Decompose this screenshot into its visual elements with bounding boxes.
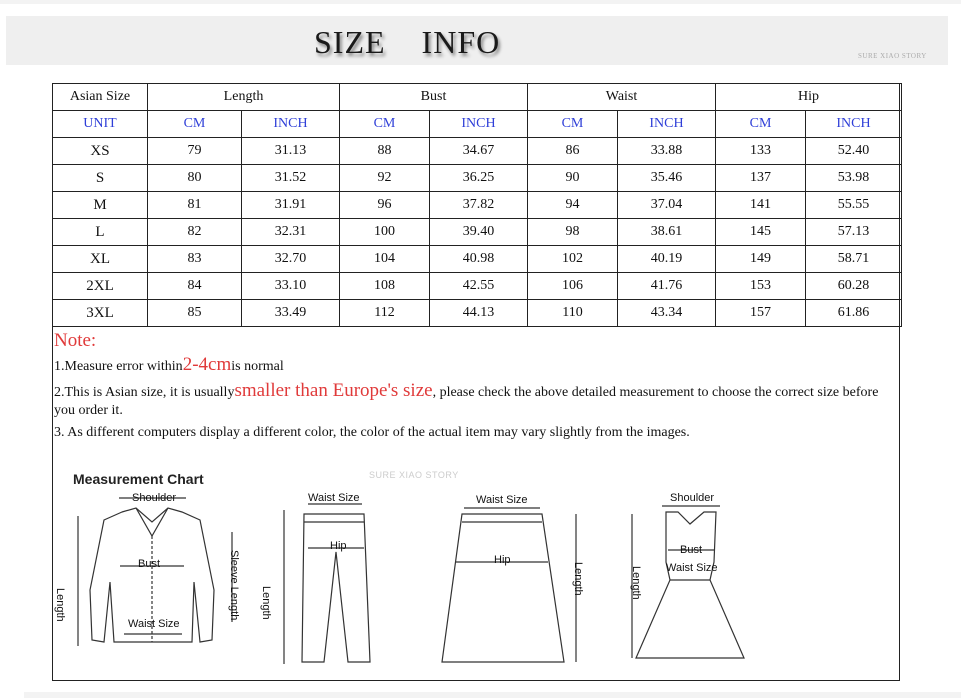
measurement-cell: 90	[528, 165, 618, 192]
size-row	[53, 138, 902, 165]
measurement-cell: 40.98	[430, 246, 528, 273]
measurement-cell: 145	[716, 219, 806, 246]
unit-cell: INCH	[242, 111, 340, 138]
pants-length-label: Length	[260, 586, 272, 620]
unit-cell: INCH	[430, 111, 528, 138]
dress-length-label: Length	[630, 566, 642, 600]
note-2-highlight: smaller than Europe's size	[234, 380, 433, 401]
pants-diagram	[284, 504, 370, 664]
measurement-cell: 108	[340, 273, 430, 300]
dress-shoulder-label: Shoulder	[670, 492, 715, 504]
top-divider	[0, 0, 961, 4]
note-1	[54, 356, 284, 376]
size-label-cell: XL	[53, 246, 148, 273]
note-title: Note:	[54, 330, 97, 351]
measurement-cell: 94	[528, 192, 618, 219]
unit-cell: INCH	[618, 111, 716, 138]
measurement-cell: 37.04	[618, 192, 716, 219]
measurement-cell: 102	[528, 246, 618, 273]
pants-waist-label: Waist Size	[308, 492, 360, 504]
measurement-cell: 83	[148, 246, 242, 273]
bottom-divider	[24, 692, 961, 698]
skirt-hip-label: Hip	[494, 554, 511, 566]
measurement-cell: 104	[340, 246, 430, 273]
measurement-cell: 38.61	[618, 219, 716, 246]
measurement-cell: 53.98	[806, 165, 902, 192]
unit-cell: CM	[340, 111, 430, 138]
measurement-cell: 42.55	[430, 273, 528, 300]
measurement-cell: 86	[528, 138, 618, 165]
pants-hip-label: Hip	[330, 540, 347, 552]
measurement-cell: 57.13	[806, 219, 902, 246]
header-length: Length	[148, 84, 340, 111]
skirt-waist-label: Waist Size	[476, 494, 528, 506]
measurement-cell: 32.70	[242, 246, 340, 273]
unit-cell: CM	[528, 111, 618, 138]
measurement-cell: 149	[716, 246, 806, 273]
shirt-waist-label: Waist Size	[128, 618, 180, 630]
measurement-cell: 112	[340, 300, 430, 327]
measurement-cell: 33.10	[242, 273, 340, 300]
header-asian-size: Asian Size	[53, 84, 148, 111]
size-table	[52, 83, 902, 327]
measurement-cell: 35.46	[618, 165, 716, 192]
measurement-chart	[54, 462, 754, 676]
note-2	[54, 382, 897, 420]
measurement-cell: 141	[716, 192, 806, 219]
dress-diagram	[632, 506, 744, 658]
size-row	[53, 165, 902, 192]
measurement-cell: 43.34	[618, 300, 716, 327]
dress-waist-label: Waist Size	[666, 562, 718, 574]
skirt-length-label: Length	[572, 562, 584, 596]
measurement-cell: 79	[148, 138, 242, 165]
measurement-cell: 60.28	[806, 273, 902, 300]
note-1-tail: is normal	[231, 359, 284, 374]
size-label-cell: 3XL	[53, 300, 148, 327]
unit-row	[53, 111, 902, 138]
size-label-cell: M	[53, 192, 148, 219]
measurement-cell: 41.76	[618, 273, 716, 300]
measurement-cell: 32.31	[242, 219, 340, 246]
size-label-cell: L	[53, 219, 148, 246]
measurement-cell: 40.19	[618, 246, 716, 273]
measurement-cell: 44.13	[430, 300, 528, 327]
measurement-cell: 80	[148, 165, 242, 192]
shirt-sleeve-label: Sleeve Length	[228, 550, 240, 621]
measurement-cell: 137	[716, 165, 806, 192]
header-hip: Hip	[716, 84, 902, 111]
measurement-cell: 133	[716, 138, 806, 165]
size-row	[53, 246, 902, 273]
measurement-cell: 98	[528, 219, 618, 246]
note-2-text: 2.This is Asian size, it is usually	[54, 385, 235, 400]
unit-cell: INCH	[806, 111, 902, 138]
size-label-cell: XS	[53, 138, 148, 165]
measurement-cell: 110	[528, 300, 618, 327]
size-row	[53, 273, 902, 300]
measurement-cell: 33.49	[242, 300, 340, 327]
measurement-cell: 106	[528, 273, 618, 300]
measurement-cell: 39.40	[430, 219, 528, 246]
measurement-cell: 153	[716, 273, 806, 300]
chart-watermark: SURE XIAO STORY	[369, 470, 459, 480]
shirt-bust-label: Bust	[138, 558, 161, 570]
chart-title: Measurement Chart	[73, 471, 204, 487]
size-label-cell: S	[53, 165, 148, 192]
measurement-cell: 31.13	[242, 138, 340, 165]
measurement-cell: 85	[148, 300, 242, 327]
measurement-cell: 61.86	[806, 300, 902, 327]
measurement-cell: 88	[340, 138, 430, 165]
note-3: 3. As different computers display a different color, the color of the actual item may vary slightly from the images.	[54, 425, 690, 440]
unit-cell: CM	[148, 111, 242, 138]
note-1-text: 1.Measure error within	[54, 359, 183, 374]
measurement-cell: 157	[716, 300, 806, 327]
banner-watermark: SURE XIAO STORY	[858, 52, 927, 60]
size-row	[53, 300, 902, 327]
shirt-shoulder-label: Shoulder	[132, 492, 177, 504]
notes-section	[54, 330, 899, 440]
header-bust: Bust	[340, 84, 528, 111]
measurement-cell: 58.71	[806, 246, 902, 273]
measurement-cell: 52.40	[806, 138, 902, 165]
shirt-length-label: Length	[54, 588, 66, 622]
measurement-cell: 96	[340, 192, 430, 219]
measurement-cell: 31.91	[242, 192, 340, 219]
note-1-highlight: 2-4cm	[182, 354, 232, 375]
header-waist: Waist	[528, 84, 716, 111]
measurement-cell: 92	[340, 165, 430, 192]
unit-cell: CM	[716, 111, 806, 138]
measurement-cell: 81	[148, 192, 242, 219]
banner-title: SIZE INFO	[314, 24, 501, 60]
note-2-tail: , please check the above detailed measurement to choose the correct size before you order it.	[54, 385, 879, 418]
size-label-cell: 2XL	[53, 273, 148, 300]
measurement-cell: 33.88	[618, 138, 716, 165]
size-row	[53, 219, 902, 246]
measurement-cell: 55.55	[806, 192, 902, 219]
group-header-row	[53, 84, 902, 111]
measurement-cell: 34.67	[430, 138, 528, 165]
skirt-outline	[442, 514, 564, 662]
measurement-cell: 36.25	[430, 165, 528, 192]
pants-outline	[302, 514, 370, 662]
dress-bust-label: Bust	[680, 544, 703, 556]
measurement-cell: 31.52	[242, 165, 340, 192]
measurement-cell: 82	[148, 219, 242, 246]
unit-cell: UNIT	[53, 111, 148, 138]
size-row	[53, 192, 902, 219]
measurement-cell: 37.82	[430, 192, 528, 219]
dress-outline	[636, 512, 744, 658]
measurement-cell: 84	[148, 273, 242, 300]
measurement-cell: 100	[340, 219, 430, 246]
skirt-diagram	[442, 508, 576, 662]
